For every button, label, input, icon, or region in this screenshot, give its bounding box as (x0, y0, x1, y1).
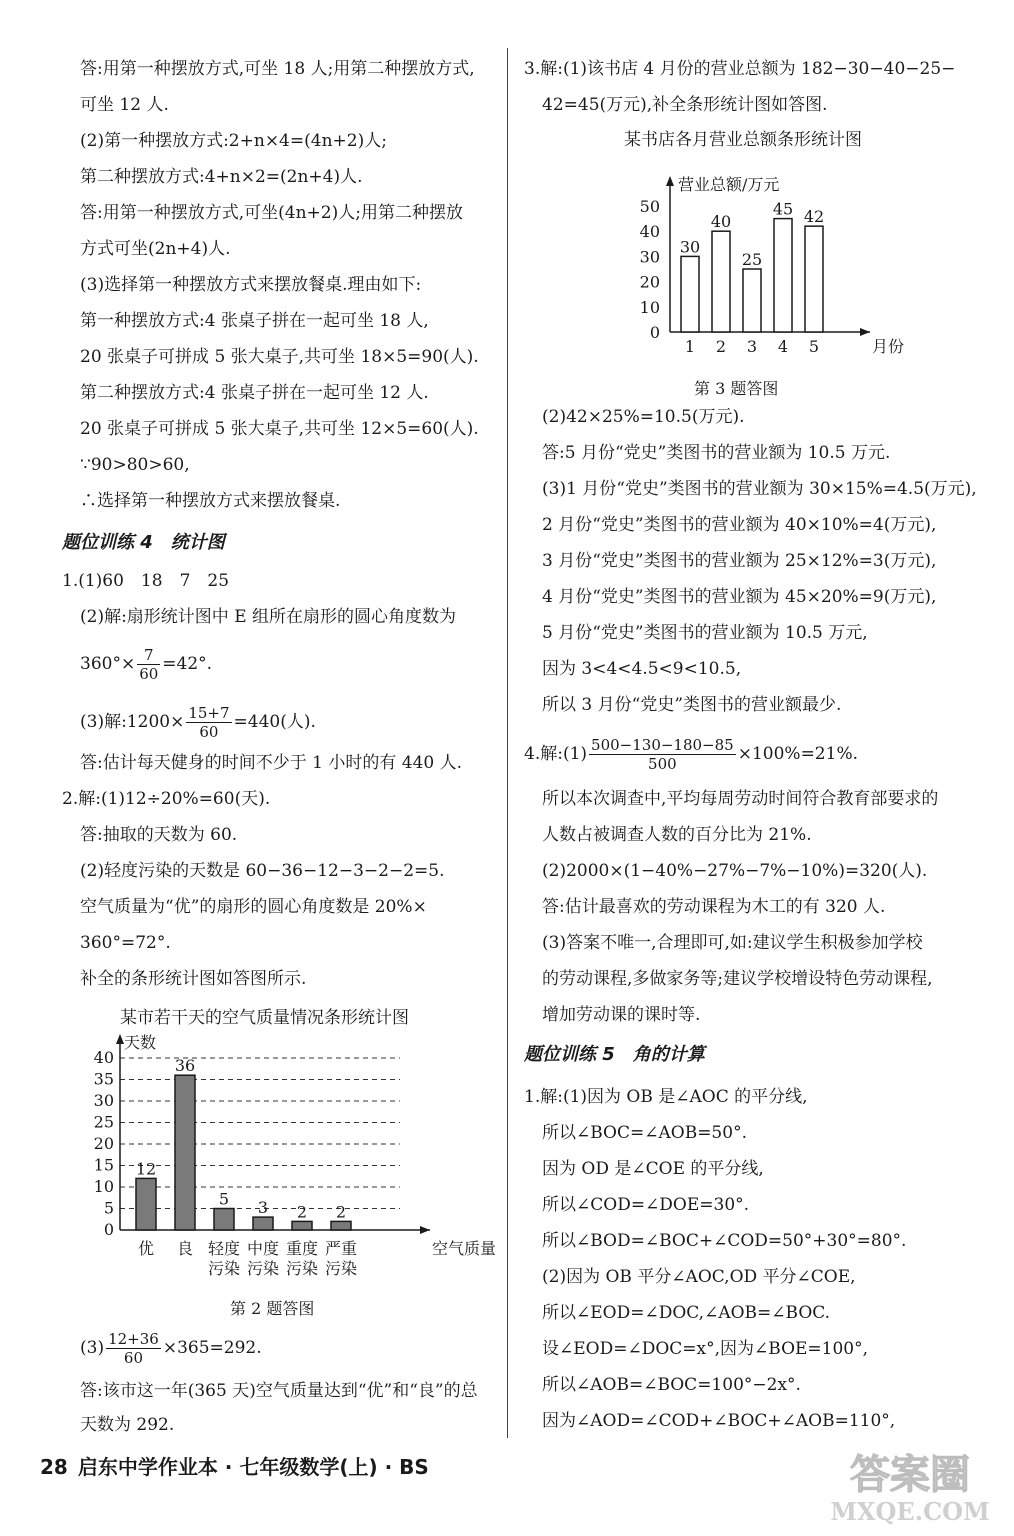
y-axis-label: 营业总额/万元 (678, 175, 780, 194)
formula-line (524, 736, 858, 773)
text-line: 补全的条形统计图如答图所示. (80, 969, 307, 989)
bar-value-label: 5 (218, 1189, 230, 1209)
watermark-logo (820, 1440, 1000, 1528)
text-line: 5 月份“党史”类图书的营业额为 10.5 万元, (542, 623, 868, 643)
bar-value-label: 36 (174, 1056, 196, 1076)
fraction-numerator: 500−130−180−85 (591, 736, 734, 754)
text-line: 第二种摆放方式:4 张桌子拼在一起可坐 12 人. (80, 383, 429, 403)
text-line: 1.解:(1)因为 OB 是∠AOC 的平分线, (524, 1087, 808, 1107)
text-line: 空气质量为“优”的扇形的圆心角度数是 20%× (80, 897, 427, 917)
y-tick-label: 30 (93, 1091, 114, 1110)
y-tick-label: 20 (93, 1134, 114, 1153)
y-tick-label: 35 (93, 1069, 114, 1089)
bar (136, 1178, 156, 1230)
text-line: 因为 OD 是∠COE 的平分线, (542, 1159, 764, 1179)
text-line: 42=45(万元),补全条形统计图如答图. (542, 95, 828, 115)
text-line: 所以 3 月份“党史”类图书的营业额最少. (542, 695, 842, 715)
y-tick-label: 10 (93, 1177, 114, 1196)
y-tick-label: 30 (639, 247, 660, 267)
y-tick-label: 0 (103, 1220, 114, 1239)
fraction-denominator: 60 (139, 665, 159, 683)
bar (292, 1221, 312, 1230)
text-line: 所以∠EOD=∠DOC,∠AOB=∠BOC. (542, 1303, 831, 1323)
air-quality-bar-chart (60, 1030, 500, 1320)
fraction (186, 704, 231, 741)
text-line: 所以∠BOD=∠BOC+∠COD=50°+30°=80°. (542, 1231, 907, 1251)
bar (743, 269, 761, 332)
bar-value-label: 2 (296, 1202, 308, 1222)
x-axis-arrow (420, 1226, 430, 1234)
text-line: 所以∠BOC=∠AOB=50°. (542, 1123, 747, 1143)
watermark-sub: MXQE.COM (830, 1497, 990, 1526)
fraction (589, 736, 736, 773)
bar-value-label: 2 (335, 1202, 347, 1222)
x-tick-label: 良 (176, 1239, 194, 1258)
fraction (106, 1330, 161, 1367)
bar-value-label: 12 (135, 1159, 157, 1179)
bar-value-label: 3 (257, 1198, 269, 1218)
formula-text: =42°. (162, 654, 213, 674)
bar (331, 1221, 351, 1230)
text-line: ∵90>80>60, (80, 455, 190, 475)
fraction-numerator: 7 (137, 646, 160, 665)
text-line: 设∠EOD=∠DOC=x°,因为∠BOE=100°, (542, 1339, 869, 1359)
chart-caption: 第 3 题答图 (694, 379, 779, 398)
y-tick-label: 20 (639, 272, 660, 292)
bar (774, 219, 792, 332)
formula-text: (3)解:1200× (80, 712, 185, 732)
text-line: 答:5 月份“党史”类图书的营业额为 10.5 万元. (542, 443, 891, 463)
text-line: (2)第一种摆放方式:2+n×4=(4n+2)人; (80, 131, 387, 151)
x-tick-label: 重度 (285, 1239, 319, 1258)
page-footer (40, 1452, 429, 1482)
text-line: 所以本次调查中,平均每周劳动时间符合教育部要求的 (542, 789, 939, 809)
y-tick-label: 0 (649, 323, 660, 342)
text-line: 3 月份“党史”类图书的营业额为 25×12%=3(万元), (542, 551, 937, 571)
x-tick-label: 1 (684, 337, 696, 356)
bar-value-label: 40 (710, 212, 732, 232)
text-line: 答:用第一种摆放方式,可坐 18 人;用第二种摆放方式, (80, 59, 475, 79)
x-tick-label: 优 (137, 1239, 155, 1258)
book-title: 启东中学作业本 · 七年级数学(上) · BS (77, 1455, 429, 1479)
watermark-main: 答案圈 (850, 1451, 970, 1498)
y-tick-label: 10 (639, 297, 660, 317)
text-line: 第一种摆放方式:4 张桌子拼在一起可坐 18 人, (80, 311, 429, 331)
fraction (137, 646, 160, 683)
text-line: 答:用第一种摆放方式,可坐(4n+2)人;用第二种摆放 (80, 203, 463, 223)
text-line: 360°=72°. (80, 933, 171, 953)
chart-title: 某市若干天的空气质量情况条形统计图 (120, 1008, 409, 1028)
bar (253, 1217, 273, 1230)
bar (214, 1209, 234, 1231)
text-line: (2)2000×(1−40%−27%−7%−10%)=320(人). (542, 861, 928, 881)
text-line: (2)轻度污染的天数是 60−36−12−3−2−2=5. (80, 861, 445, 881)
bookstore-bar-chart (620, 162, 920, 384)
text-line: (3)1 月份“党史”类图书的营业额为 30×15%=4.5(万元), (542, 479, 977, 499)
y-tick-label: 50 (639, 197, 660, 216)
text-line: 20 张桌子可拼成 5 张大桌子,共可坐 12×5=60(人). (80, 419, 479, 439)
x-tick-label: 3 (746, 337, 758, 356)
text-line: 4 月份“党史”类图书的营业额为 45×20%=9(万元), (542, 587, 937, 607)
chart-title: 某书店各月营业总额条形统计图 (624, 130, 862, 150)
x-tick-label: 2 (715, 337, 727, 356)
text-line: 答:抽取的天数为 60. (80, 825, 238, 845)
bar (175, 1075, 195, 1230)
fraction-numerator: 12+36 (108, 1330, 159, 1348)
bar (805, 226, 823, 332)
text-line: 方式可坐(2n+4)人. (80, 239, 231, 259)
text-line: 的劳动课程,多做家务等;建议学校增设特色劳动课程, (542, 969, 933, 989)
text-line: 2 月份“党史”类图书的营业额为 40×10%=4(万元), (542, 515, 937, 535)
y-axis-label: 天数 (124, 1033, 157, 1052)
formula-text: (3) (80, 1338, 105, 1358)
text-line: 所以∠COD=∠DOE=30°. (542, 1195, 750, 1215)
text-line: 答:估计每天健身的时间不少于 1 小时的有 440 人. (80, 753, 463, 773)
fraction-denominator: 60 (199, 723, 219, 741)
x-tick-label: 5 (808, 337, 820, 356)
y-axis-arrow (666, 176, 674, 186)
y-tick-label: 40 (639, 222, 660, 242)
text-line: 3.解:(1)该书店 4 月份的营业总额为 182−30−40−25− (524, 59, 956, 79)
text-line: ∴选择第一种摆放方式来摆放餐桌. (80, 491, 341, 511)
bar-value-label: 30 (679, 237, 701, 257)
x-tick-label: 污染 (246, 1259, 280, 1278)
x-tick-label: 严重 (324, 1239, 358, 1258)
column-divider (507, 48, 508, 1438)
bar-value-label: 42 (803, 207, 825, 227)
x-tick-label: 中度 (246, 1239, 280, 1258)
formula-text: ×100%=21%. (737, 744, 858, 764)
formula-line (80, 1330, 262, 1367)
text-line: 天数为 292. (80, 1415, 175, 1435)
y-axis-arrow (116, 1034, 124, 1044)
formula-text: 4.解:(1) (524, 744, 588, 764)
fraction-denominator: 60 (123, 1349, 144, 1367)
bar (712, 231, 730, 332)
formula-line (80, 646, 212, 683)
text-line: 增加劳动课的课时等. (542, 1005, 701, 1025)
text-line: 人数占被调查人数的百分比为 21%. (542, 825, 812, 845)
formula-text: =440(人). (233, 712, 316, 732)
formula-text: ×365=292. (162, 1338, 262, 1358)
section-title: 题位训练 4 统计图 (62, 532, 225, 553)
text-line: (2)因为 OB 平分∠AOC,OD 平分∠COE, (542, 1267, 856, 1287)
x-axis-label: 月份 (872, 337, 905, 356)
section-title: 题位训练 5 角的计算 (524, 1044, 705, 1065)
x-tick-label: 污染 (285, 1259, 319, 1278)
x-tick-label: 污染 (324, 1259, 358, 1278)
bar-value-label: 25 (741, 250, 763, 269)
chart-caption: 第 2 题答图 (230, 1299, 315, 1318)
text-line: 20 张桌子可拼成 5 张大桌子,共可坐 18×5=90(人). (80, 347, 479, 367)
text-line: 答:该市这一年(365 天)空气质量达到“优”和“良”的总 (80, 1381, 478, 1401)
y-tick-label: 40 (93, 1048, 114, 1067)
x-tick-label: 污染 (207, 1259, 241, 1278)
text-line: 第二种摆放方式:4+n×2=(2n+4)人. (80, 167, 363, 187)
formula-text: 360°× (80, 654, 136, 674)
x-tick-label: 4 (777, 337, 789, 356)
y-tick-label: 25 (93, 1112, 114, 1132)
formula-line (80, 704, 316, 741)
text-line: 所以∠AOB=∠BOC=100°−2x°. (542, 1375, 801, 1395)
text-line: 答:估计最喜欢的劳动课程为木工的有 320 人. (542, 897, 886, 917)
y-tick-label: 5 (103, 1198, 114, 1218)
text-line: (2)42×25%=10.5(万元). (542, 407, 745, 427)
text-line: 因为 3<4<4.5<9<10.5, (542, 659, 742, 679)
x-axis-label: 空气质量 (432, 1239, 497, 1258)
text-line: 因为∠AOD=∠COD+∠BOC+∠AOB=110°, (542, 1411, 896, 1431)
text-line: 1.(1)60 18 7 25 (62, 571, 230, 591)
text-line: (2)解:扇形统计图中 E 组所在扇形的圆心角度数为 (80, 607, 457, 627)
fraction-numerator: 15+7 (188, 704, 230, 722)
fraction-denominator: 500 (648, 755, 677, 773)
y-tick-label: 15 (93, 1155, 114, 1175)
bar (681, 256, 699, 332)
text-line: (3)答案不唯一,合理即可,如:建议学生积极参加学校 (542, 933, 923, 953)
text-line: (3)选择第一种摆放方式来摆放餐桌.理由如下: (80, 275, 422, 295)
x-tick-label: 轻度 (207, 1239, 241, 1258)
bar-value-label: 45 (772, 199, 794, 219)
text-line: 2.解:(1)12÷20%=60(天). (62, 789, 271, 809)
page-number: 28 (40, 1455, 68, 1479)
x-axis-arrow (860, 328, 870, 336)
text-line: 可坐 12 人. (80, 95, 169, 115)
